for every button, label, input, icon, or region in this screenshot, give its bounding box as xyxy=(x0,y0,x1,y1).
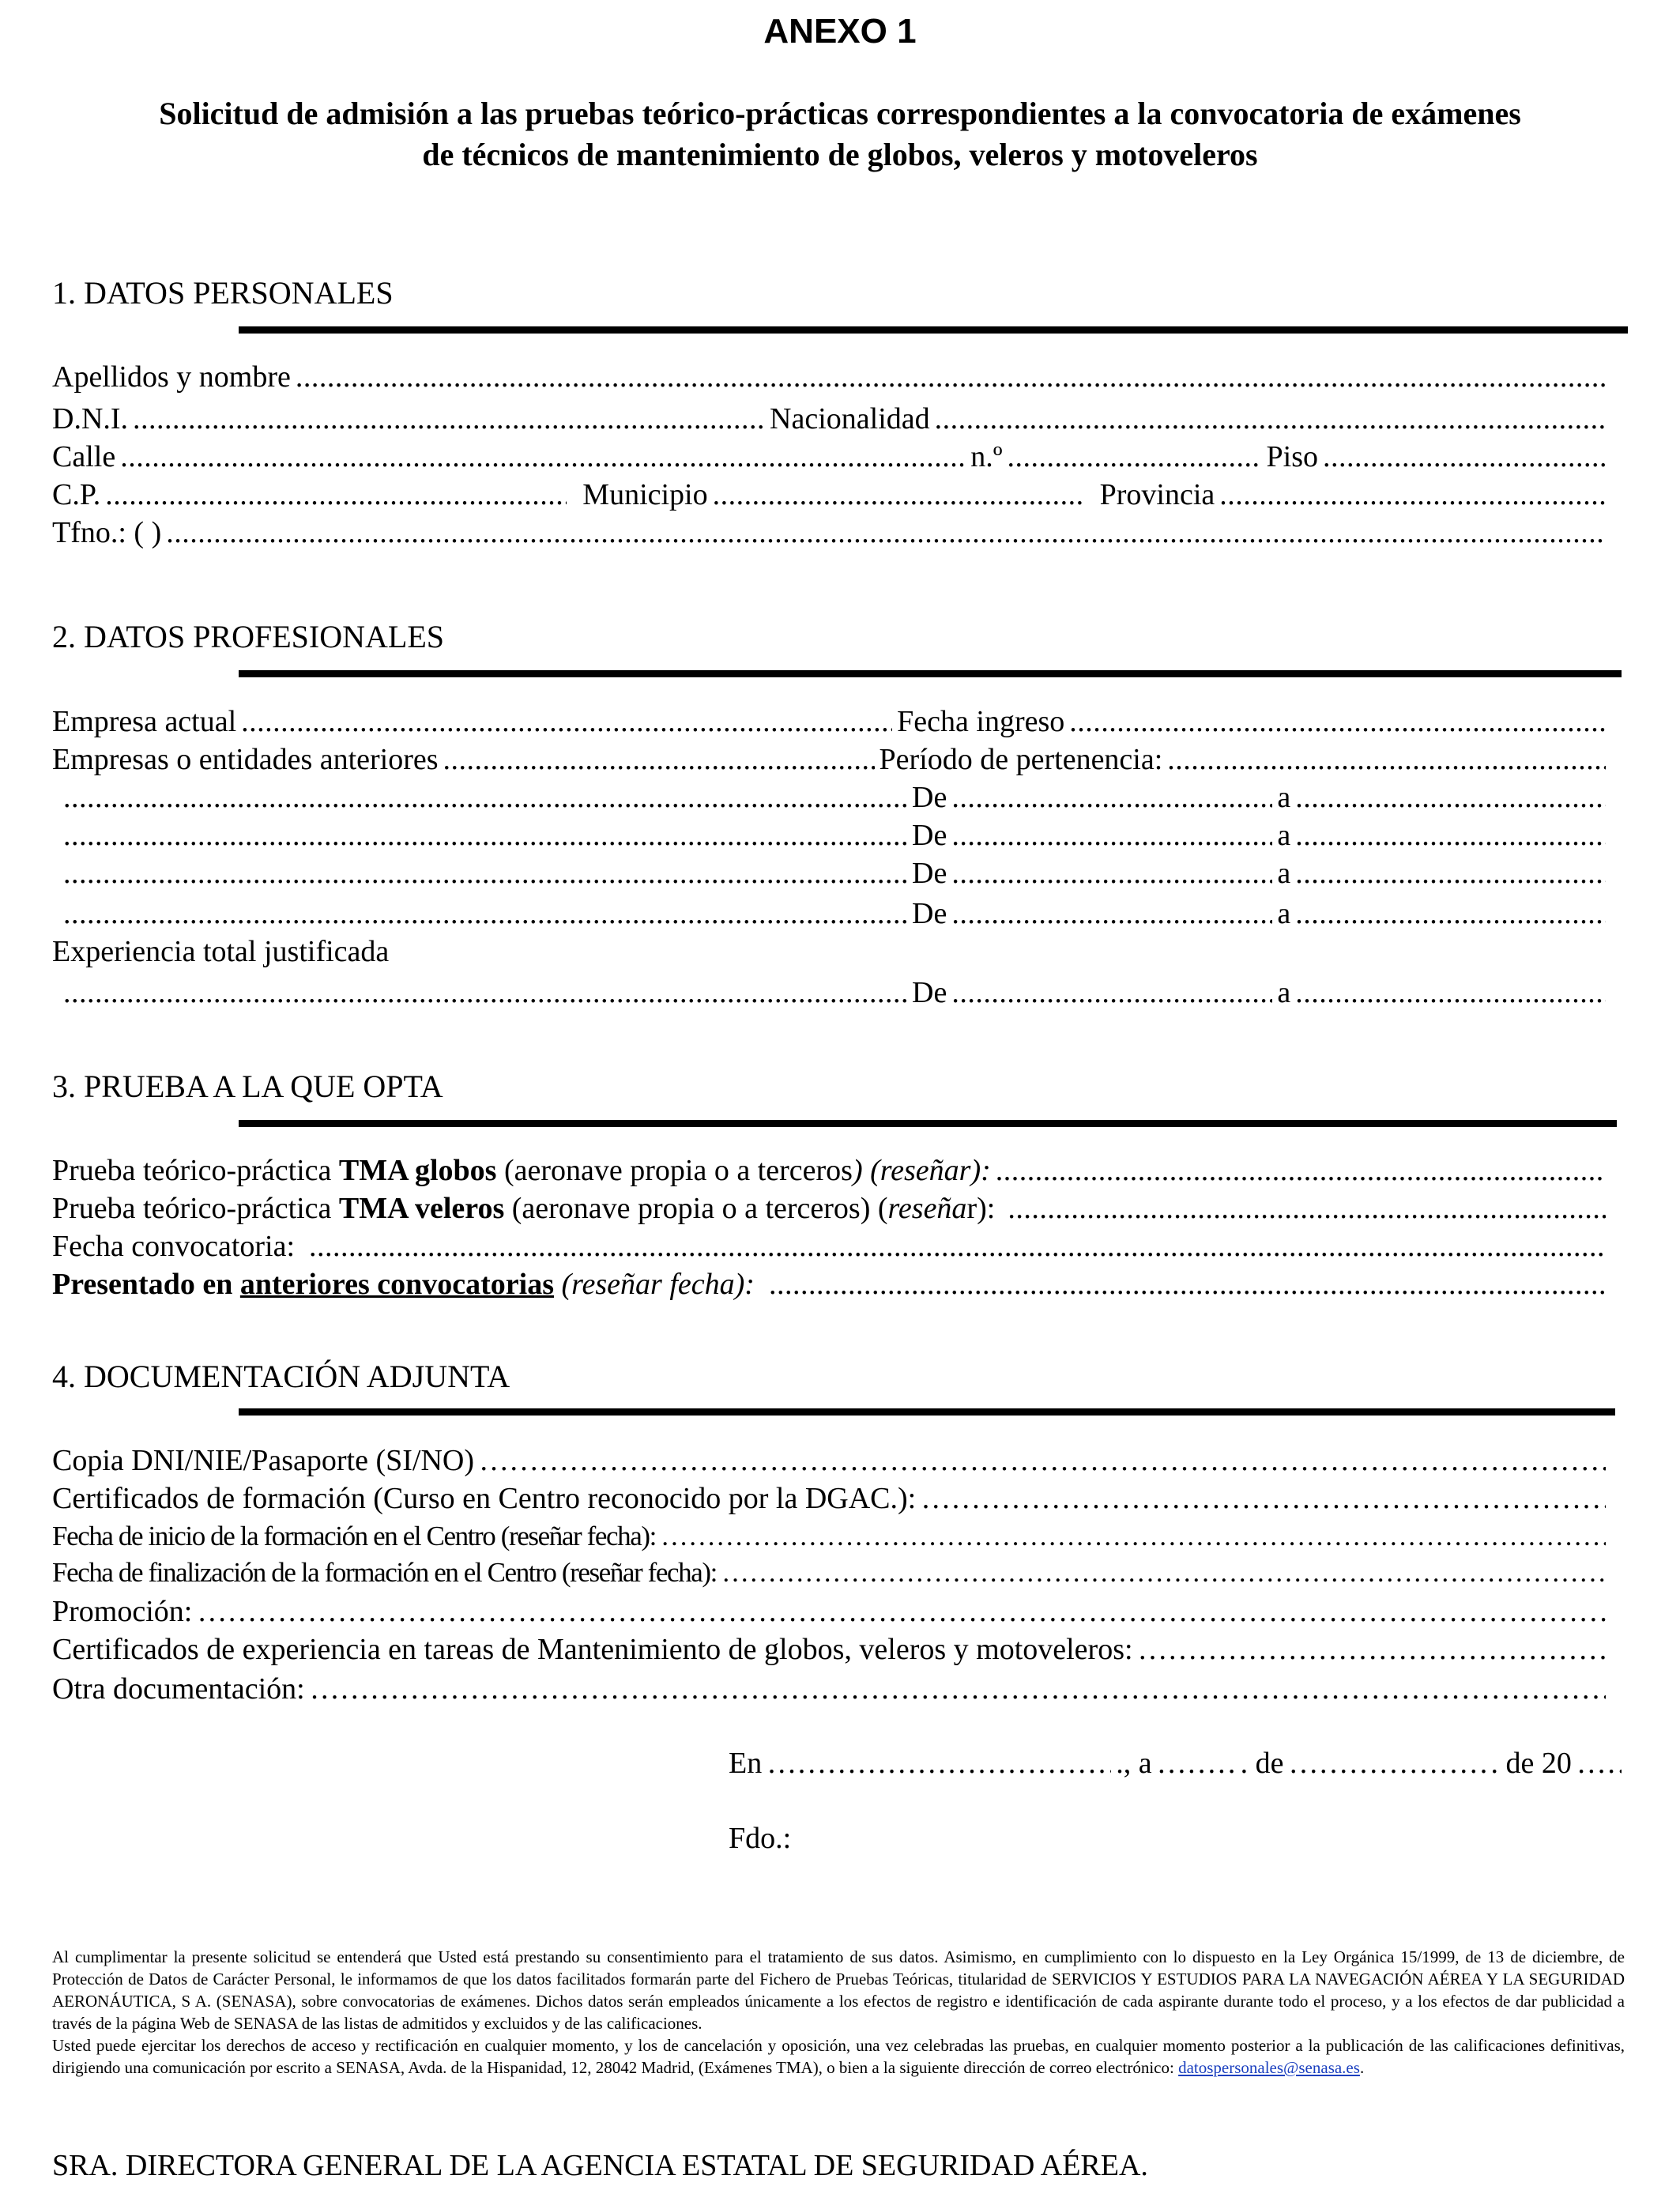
cp-row xyxy=(52,476,1610,514)
prueba-globos-row xyxy=(52,1152,1610,1189)
addressee: SRA. DIRECTORA GENERAL DE LA AGENCIA ESTATAL DE SEGURIDAD AÉREA. xyxy=(52,2149,1148,2182)
a-dots[interactable] xyxy=(1295,778,1606,816)
dni-dots[interactable] xyxy=(133,400,765,438)
promocion-dots[interactable] xyxy=(197,1593,1606,1630)
copia-dni-dots[interactable] xyxy=(479,1442,1606,1480)
experiencia-label: Experiencia total justificada xyxy=(52,935,390,968)
promocion-row xyxy=(52,1593,1610,1630)
cp-label: C.P. xyxy=(52,478,101,511)
subtitle-line-1: Solicitud de admisión a las pruebas teórico-prácticas correspondientes a la convocatoria de exámenes xyxy=(159,96,1521,131)
provincia-dots[interactable] xyxy=(1219,476,1606,514)
prueba-veleros-label: Prueba teórico-práctica TMA veleros (aeronave propia o a terceros) (reseñar): xyxy=(52,1192,996,1225)
section-2-heading: 2. DATOS PROFESIONALES xyxy=(52,619,445,654)
privacy-notice-paragraph-2: Usted puede ejercitar los derechos de acceso y rectificación en cualquier momento, y los de cancelación y oposición, una vez celebradas las pruebas, en cualquier momento posterior a la publicación de las calificaciones definitivas, dirigiendo una comunicación por escrito a SENASA, Avda. de la Hispanidad, 12, 28042 Madrid, (Exámenes TMA), o bien a la siguiente dirección de correo electrónico: datospersonales@senasa.es. xyxy=(52,2036,1625,2077)
calle-dots[interactable] xyxy=(120,438,966,476)
subtitle-line-2: de técnicos de mantenimiento de globos, veleros y motoveleros xyxy=(422,137,1258,172)
telefono-dots[interactable] xyxy=(166,514,1606,552)
empresa-actual-row xyxy=(52,703,1610,741)
certificados-experiencia-dots[interactable] xyxy=(1138,1630,1606,1668)
de-label: De xyxy=(912,781,947,814)
apellidos-label: Apellidos y nombre xyxy=(52,360,291,394)
copia-dni-row xyxy=(52,1442,1610,1480)
fecha-ingreso-dots[interactable] xyxy=(1069,703,1606,741)
section-2-rule xyxy=(239,670,1622,677)
entidad-dots[interactable] xyxy=(63,816,907,854)
a-label: a xyxy=(1277,781,1291,814)
periodo-row-4 xyxy=(63,895,1610,933)
presentado-row xyxy=(52,1265,1610,1303)
a-label: a xyxy=(1277,857,1291,890)
section-1-rule xyxy=(239,326,1628,334)
de-dots[interactable] xyxy=(951,816,1272,854)
fecha-convocatoria-dots[interactable] xyxy=(309,1227,1606,1265)
section-4-rule xyxy=(239,1408,1615,1416)
de-label: De xyxy=(912,897,947,930)
apellidos-dots[interactable] xyxy=(296,358,1606,396)
de-dots[interactable] xyxy=(951,854,1272,892)
experiencia-dots[interactable] xyxy=(63,974,907,1012)
a-dots[interactable] xyxy=(1295,895,1606,933)
document-subtitle xyxy=(47,93,1633,175)
experiencia-label-row xyxy=(52,933,1610,971)
periodo-row-3 xyxy=(63,854,1610,892)
cp-dots[interactable] xyxy=(105,476,567,514)
a-dots[interactable] xyxy=(1295,854,1606,892)
de-label: . de xyxy=(1240,1747,1284,1780)
prueba-veleros-dots[interactable] xyxy=(1008,1189,1606,1227)
certificados-formacion-label: Certificados de formación (Curso en Centro reconocido por la DGAC.): xyxy=(52,1482,917,1515)
certificados-formacion-row xyxy=(52,1480,1610,1517)
presentado-label: Presentado en anteriores convocatorias (reseñar fecha): xyxy=(52,1268,755,1301)
email-link[interactable]: datospersonales@senasa.es xyxy=(1178,2058,1360,2077)
copia-dni-label: Copia DNI/NIE/Pasaporte (SI/NO) xyxy=(52,1444,475,1477)
fecha-inicio-row xyxy=(52,1517,1610,1555)
empresas-anteriores-label: Empresas o entidades anteriores xyxy=(52,743,439,776)
day-dots[interactable] xyxy=(1157,1744,1236,1782)
presentado-dots[interactable] xyxy=(769,1265,1606,1303)
a-label: a xyxy=(1277,819,1291,852)
month-dots[interactable] xyxy=(1288,1744,1486,1782)
de-dots[interactable] xyxy=(951,895,1272,933)
year-dots[interactable] xyxy=(1576,1744,1622,1782)
otra-documentacion-dots[interactable] xyxy=(310,1670,1606,1708)
municipio-label: Municipio xyxy=(582,478,708,511)
empresas-anteriores-row xyxy=(52,741,1610,778)
fecha-fin-label: Fecha de finalización de la formación en el Centro (reseñar fecha): xyxy=(52,1557,717,1588)
municipio-dots[interactable] xyxy=(713,476,1084,514)
periodo-row-1 xyxy=(63,778,1610,816)
numero-label: n.º xyxy=(970,440,1003,473)
fecha-fin-dots[interactable] xyxy=(721,1554,1606,1592)
section-1-heading: 1. DATOS PERSONALES xyxy=(52,275,394,311)
otra-documentacion-row xyxy=(52,1670,1610,1708)
a-label: a xyxy=(1277,976,1291,1009)
empresa-actual-label: Empresa actual xyxy=(52,705,237,738)
dni-row xyxy=(52,400,1610,438)
signature-place-date xyxy=(729,1744,1626,1782)
certificados-experiencia-label: Certificados de experiencia en tareas de Mantenimiento de globos, veleros y motoveleros: xyxy=(52,1633,1133,1666)
prueba-veleros-row xyxy=(52,1189,1610,1227)
periodo-label: Período de pertenencia: xyxy=(879,743,1163,776)
nacionalidad-label: Nacionalidad xyxy=(770,402,930,435)
signature-fdo xyxy=(729,1819,1203,1857)
telefono-field[interactable] xyxy=(52,514,1610,552)
de-label: De xyxy=(912,976,947,1009)
certificados-formacion-dots[interactable] xyxy=(921,1480,1606,1517)
privacy-notice xyxy=(52,1946,1625,2079)
piso-dots[interactable] xyxy=(1323,438,1606,476)
a-label: ., a xyxy=(1116,1747,1152,1780)
place-dots[interactable] xyxy=(767,1744,1111,1782)
fecha-inicio-dots[interactable] xyxy=(661,1517,1606,1555)
dni-label: D.N.I. xyxy=(52,402,129,435)
privacy-notice-paragraph-1: Al cumplimentar la presente solicitud se entenderá que Usted está prestando su consentimiento para el tratamiento de sus datos. Asimismo, en cumplimiento con lo dispuesto en la Ley Orgánica 15/1999, de 13 de diciembre, de Protección de Datos de Carácter Personal, le informamos de que los datos facilitados formarán parte del Fichero de Pruebas Teóricas, titularidad de SERVICIOS Y ESTUDIOS PARA LA NAVEGACIÓN AÉREA Y LA SEGURIDAD AERONÁUTICA, S A. (SENASA), sobre convocatorias de exámenes. Dichos datos serán empleados únicamente a los efectos de registro e identificación de cada aspirante durante todo el proceso, y a los efectos de dar publicidad a través de la página Web de SENASA de las listas de admitidos y excluidos y de las calificaciones. xyxy=(52,1947,1625,2033)
year-label: . de 20 xyxy=(1490,1747,1572,1780)
nacionalidad-dots[interactable] xyxy=(935,400,1606,438)
numero-dots[interactable] xyxy=(1008,438,1262,476)
de-dots[interactable] xyxy=(951,974,1272,1012)
de-dots[interactable] xyxy=(951,778,1272,816)
provincia-label: Provincia xyxy=(1099,478,1215,511)
calle-label: Calle xyxy=(52,440,116,473)
fecha-convocatoria-row xyxy=(52,1227,1610,1265)
fecha-convocatoria-label: Fecha convocatoria: xyxy=(52,1230,296,1263)
certificados-experiencia-row xyxy=(52,1630,1610,1668)
section-4-heading: 4. DOCUMENTACIÓN ADJUNTA xyxy=(52,1359,510,1394)
prueba-globos-label: Prueba teórico-práctica TMA globos (aeronave propia o a terceros) (reseñar): xyxy=(52,1154,991,1187)
de-label: De xyxy=(912,819,947,852)
piso-label: Piso xyxy=(1266,440,1318,473)
fecha-fin-row xyxy=(52,1554,1610,1592)
section-3-rule xyxy=(239,1120,1617,1127)
entidad-dots[interactable] xyxy=(63,778,907,816)
en-label: En xyxy=(729,1747,763,1780)
promocion-label: Promoción: xyxy=(52,1595,193,1628)
a-dots[interactable] xyxy=(1295,816,1606,854)
periodo-dots[interactable] xyxy=(1167,741,1606,778)
fecha-ingreso-label: Fecha ingreso xyxy=(897,705,1065,738)
fecha-inicio-label: Fecha de inicio de la formación en el Centro (reseñar fecha): xyxy=(52,1521,656,1551)
telefono-label: Tfno.: ( ) xyxy=(52,516,162,549)
entidad-dots[interactable] xyxy=(63,854,907,892)
document-title: ANEXO 1 xyxy=(763,12,917,51)
prueba-globos-dots[interactable] xyxy=(996,1152,1606,1189)
experiencia-row xyxy=(63,974,1610,1012)
a-dots[interactable] xyxy=(1295,974,1606,1012)
section-3-heading: 3. PRUEBA A LA QUE OPTA xyxy=(52,1069,443,1104)
calle-row xyxy=(52,438,1610,476)
apellidos-field[interactable] xyxy=(52,358,1610,396)
de-label: De xyxy=(912,857,947,890)
entidad-dots[interactable] xyxy=(63,895,907,933)
empresas-anteriores-dots[interactable] xyxy=(443,741,875,778)
otra-documentacion-label: Otra documentación: xyxy=(52,1672,305,1706)
periodo-row-2 xyxy=(63,816,1610,854)
fdo-label: Fdo.: xyxy=(729,1822,792,1855)
empresa-actual-dots[interactable] xyxy=(241,703,892,741)
a-label: a xyxy=(1277,897,1291,930)
